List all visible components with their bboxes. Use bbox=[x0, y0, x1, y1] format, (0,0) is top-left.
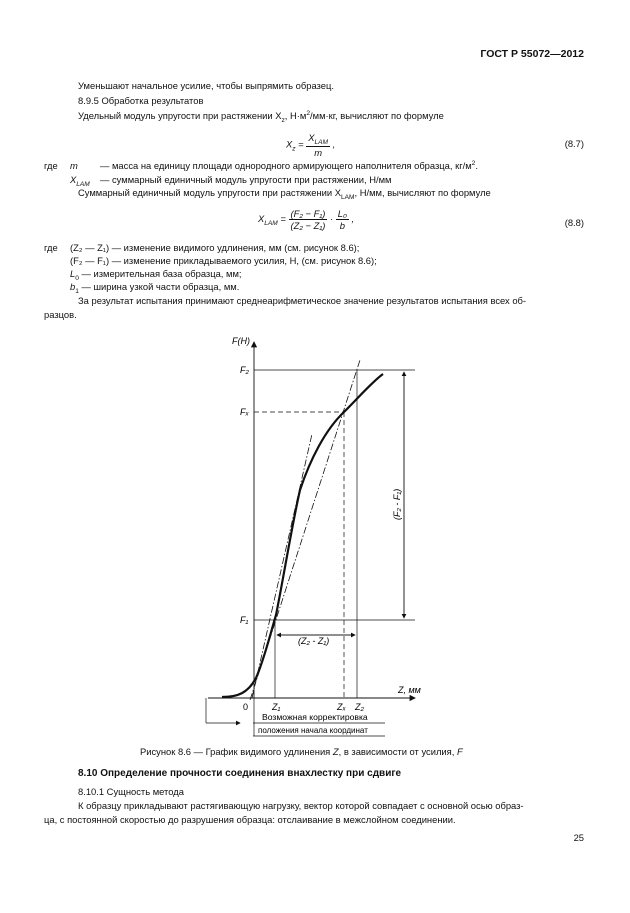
definition-b1: $b_1$ — ширина узкой части образца, мм. bbox=[70, 281, 240, 295]
zx-label: Zₓ bbox=[337, 702, 346, 712]
df-label: (F₂ - F₁) bbox=[392, 488, 402, 520]
f2-label: F₂ bbox=[240, 365, 249, 375]
figure-8-6 bbox=[0, 330, 630, 740]
load-curve bbox=[222, 374, 383, 697]
section-heading: 8.9.5 Обработка результатов bbox=[78, 95, 204, 106]
equation-number: (8.8) bbox=[564, 217, 584, 228]
definition-dz: (Z₂ — Z₁) — изменение видимого удлинения, мм (см. рисунок 8.6); bbox=[70, 242, 360, 253]
correction-label-2: положения начала координат bbox=[258, 726, 368, 735]
origin-label: 0 bbox=[243, 702, 249, 712]
equation-8-7: $X_z$ = $\frac{X_{LAM}}{m}$ , bbox=[286, 132, 336, 158]
subsection-heading: 8.10.1 Сущность метода bbox=[78, 786, 184, 797]
text-line: Удельный модуль упругости при растяжении $X_z$, $Н\cdot м^2/мм\cdot кг$, вычисляют по формуле bbox=[78, 110, 444, 124]
dz-label: (Z₂ - Z₁) bbox=[298, 636, 330, 646]
section-title: 8.10 Определение прочности соединения внахлестку при сдвиге bbox=[78, 768, 402, 779]
symbol-xlam: $X_{LAM}$ bbox=[70, 174, 90, 188]
fx-label: Fₓ bbox=[240, 407, 249, 417]
f1-label: F₁ bbox=[240, 615, 249, 625]
standard-header: ГОСТ Р 55072—2012 bbox=[480, 48, 584, 60]
equation-8-8: $X_{LAM}$ = $\frac{\text{(F₂ − F₁)}}{\text{(Z₂ − Z₁)}}$ · $\frac{\text{L₀}}{b}$ , bbox=[258, 208, 355, 231]
where-label: где bbox=[44, 160, 58, 171]
y-axis-label: F(H) bbox=[232, 336, 250, 346]
z2-label: Z₂ bbox=[355, 702, 364, 712]
figure-caption: Рисунок 8.6 — График видимого удлинения Z, в зависимости от усилия, F bbox=[140, 746, 463, 757]
body-text: ца, с постоянной скоростью до разрушения образца: отслаивание в межслойном соединении. bbox=[44, 814, 456, 825]
definition-xlam: — суммарный единичный модуль упругости при растяжении, Н/мм bbox=[100, 174, 392, 185]
z1-label: Z₁ bbox=[272, 702, 281, 712]
definition-m: — масса на единицу площади однородного армирующего наполнителя образца, $кг/м^2$. bbox=[100, 160, 478, 172]
correction-label-1: Возможная корректировка bbox=[262, 712, 368, 722]
x-axis-label: Z, мм bbox=[398, 685, 421, 695]
text-line: Уменьшают начальное усилие, чтобы выпрямить образец. bbox=[78, 80, 334, 91]
tangent-line bbox=[252, 434, 312, 698]
result-text: разцов. bbox=[44, 309, 77, 320]
definition-l0: $L_0$ — измерительная база образца, мм; bbox=[70, 268, 242, 282]
where-label: где bbox=[44, 242, 58, 253]
page-number: 25 bbox=[573, 832, 584, 843]
symbol-m: m bbox=[70, 160, 78, 171]
text-line: Суммарный единичный модуль упругости при растяжении $X_{LAM}$, Н/мм, вычисляют по формуле bbox=[78, 187, 491, 201]
body-text: К образцу прикладывают растягивающую нагрузку, вектор которой совпадает с основной осью образ- bbox=[78, 800, 524, 811]
equation-number: (8.7) bbox=[564, 138, 584, 149]
definition-df: (F₂ — F₁) — изменение прикладываемого усилия, Н, (см. рисунок 8.6); bbox=[70, 255, 377, 266]
result-text: За результат испытания принимают среднеарифметическое значение результатов испытания всех об- bbox=[78, 295, 527, 306]
